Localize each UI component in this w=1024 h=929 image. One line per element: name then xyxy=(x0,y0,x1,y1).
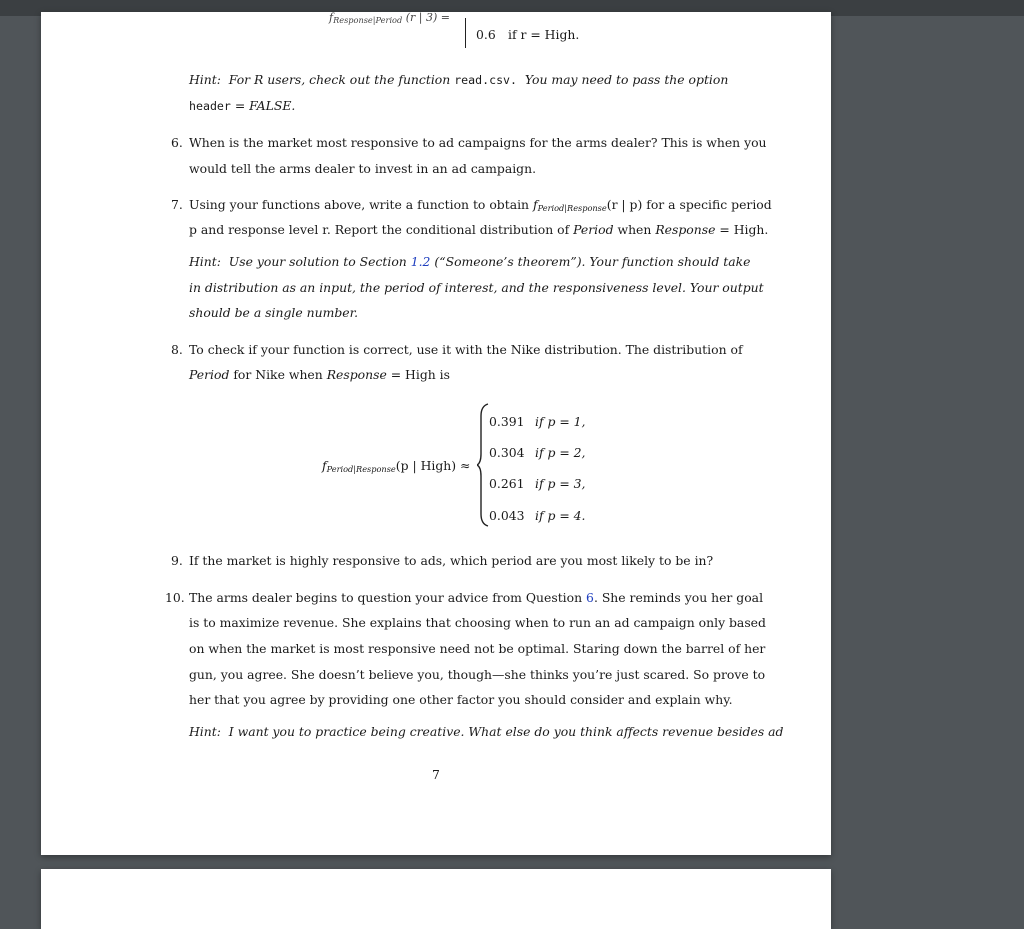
question-9-text: If the market is highly responsive to ads, which period are you most likely to be in? xyxy=(189,553,714,568)
question-7-line1: Using your functions above, write a function to obtain $f_{Period|Response}(r$ | p) for a specific period xyxy=(189,197,772,213)
formula-fragment-condition: if r = High. xyxy=(508,27,580,42)
question-10-line4: gun, you agree. She doesn’t believe you, though—she thinks you’re just scared. So prove to xyxy=(189,667,766,682)
piecewise-cond-3: if p = 3, xyxy=(535,476,586,491)
question-10-line1: The arms dealer begins to question your advice from Question 6. She reminds you her goal xyxy=(189,590,764,605)
question-6-number: 6. xyxy=(171,135,183,150)
piecewise-value-2: 0.304 xyxy=(489,445,525,460)
formula-fragment-value: 0.6 xyxy=(476,27,496,42)
formula-fragment-lhs: $f_{Response|Period}$ (r | 3) = xyxy=(329,12,450,25)
question-7-line2: p and response level r. Report the conditional distribution of Period when Response = High. xyxy=(189,222,769,237)
hint-q5-line2: header = FALSE. xyxy=(189,98,296,113)
piecewise-lhs: $f_{Period|Response}(p$ | High) ≈ xyxy=(322,458,471,474)
question-8-number: 8. xyxy=(171,342,183,357)
piecewise-cond-2: if p = 2, xyxy=(535,445,586,460)
piecewise-value-1: 0.391 xyxy=(489,414,525,429)
hint-q7-line3: should be a single number. xyxy=(189,305,359,320)
question-10-line2: is to maximize revenue. She explains that choosing when to run an ad campaign only based xyxy=(189,615,766,630)
hint-q7-line1: Hint: Use your solution to Section 1.2 (“Someone’s theorem”). Your function should take xyxy=(189,254,751,269)
question-8-line2: Period for Nike when Response = High is xyxy=(189,367,450,382)
piecewise-cond-4: if p = 4. xyxy=(535,508,586,523)
question-10-line5: her that you agree by providing one other factor you should consider and explain why. xyxy=(189,692,733,707)
question-ref-link[interactable]: 6 xyxy=(586,590,594,605)
hint-q5-line1: Hint: For R users, check out the function read.csv. You may need to pass the option xyxy=(189,72,729,87)
question-9-number: 9. xyxy=(171,553,183,568)
question-10-number: 10. xyxy=(165,590,185,605)
piecewise-cond-1: if p = 1, xyxy=(535,414,586,429)
question-8-line1: To check if your function is correct, use it with the Nike distribution. The distribution of xyxy=(189,342,743,357)
piecewise-value-4: 0.043 xyxy=(489,508,525,523)
page-number: 7 xyxy=(432,767,440,782)
hint-q7-line2: in distribution as an input, the period of interest, and the responsiveness level. Your output xyxy=(189,280,764,295)
section-ref-link[interactable]: 1.2 xyxy=(410,254,431,269)
pdf-page xyxy=(41,12,831,855)
question-6-line1: When is the market most responsive to ad campaigns for the arms dealer? This is when you xyxy=(189,135,767,150)
question-6-line2: would tell the arms dealer to invest in an ad campaign. xyxy=(189,161,537,176)
piecewise-value-3: 0.261 xyxy=(489,476,525,491)
brace-fragment xyxy=(465,18,466,48)
question-7-number: 7. xyxy=(171,197,183,212)
hint-q10: Hint: I want you to practice being creative. What else do you think affects revenue besides ad xyxy=(189,724,784,739)
question-10-line3: on when the market is most responsive need not be optimal. Staring down the barrel of her xyxy=(189,641,766,656)
next-pdf-page xyxy=(41,869,831,929)
